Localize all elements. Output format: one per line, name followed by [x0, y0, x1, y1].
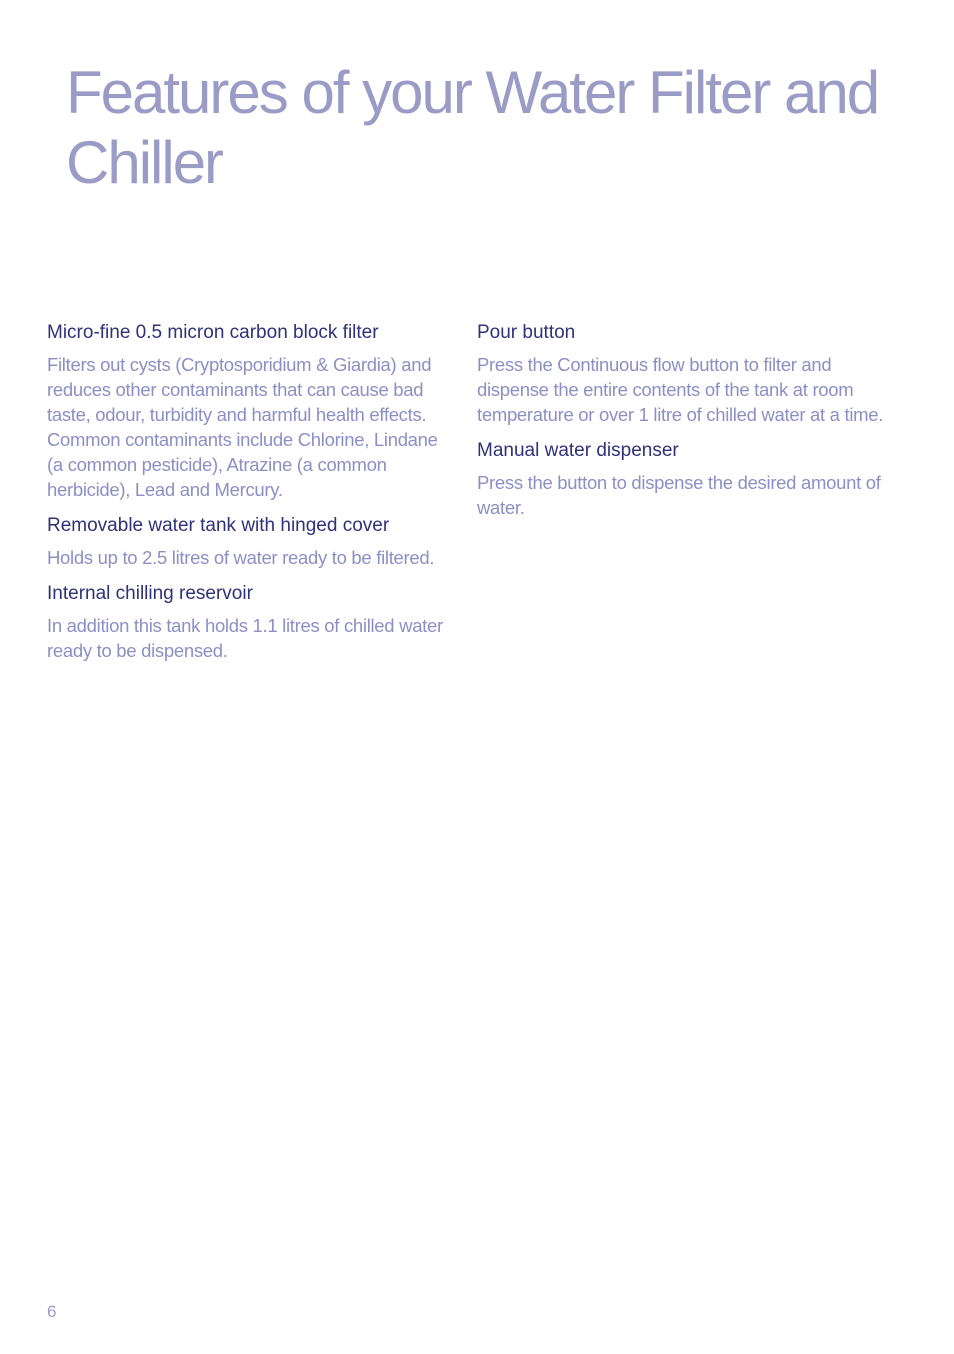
- feature-heading: Pour button: [477, 322, 576, 343]
- feature-heading: Micro-fine 0.5 micron carbon block filter: [47, 322, 379, 343]
- feature-description: Holds up to 2.5 litres of water ready to be filtered.: [47, 547, 435, 568]
- feature-heading: Manual water dispenser: [477, 440, 679, 461]
- feature-water-tank: [47, 513, 457, 570]
- feature-description: In addition this tank holds 1.1 litres of chilled water ready to be dispensed.: [47, 615, 443, 661]
- feature-chilling-reservoir: [47, 581, 457, 663]
- feature-description: Press the button to dispense the desired amount of water.: [477, 472, 881, 518]
- page-title: Features of your Water Filter and Chiller: [66, 59, 879, 196]
- left-column: [47, 320, 457, 674]
- feature-manual-dispenser: [477, 438, 897, 520]
- feature-description: Filters out cysts (Cryptosporidium & Giardia) and reduces other contaminants that can cause bad taste, odour, turbidity and harmful health effects. Common contaminants include Chlorine, Lindane (a common pesticide), Atrazine (a common herbicide), Lead and Mercury.: [47, 354, 438, 500]
- feature-heading: Removable water tank with hinged cover: [47, 515, 390, 536]
- feature-description: Press the Continuous flow button to filter and dispense the entire contents of the tank at room temperature or over 1 litre of chilled water at a time.: [477, 354, 884, 425]
- page-number: 6: [47, 1302, 57, 1321]
- feature-pour-button: [477, 320, 897, 427]
- feature-carbon-filter: [47, 320, 457, 502]
- feature-heading: Internal chilling reservoir: [47, 583, 253, 604]
- right-column: [477, 320, 897, 531]
